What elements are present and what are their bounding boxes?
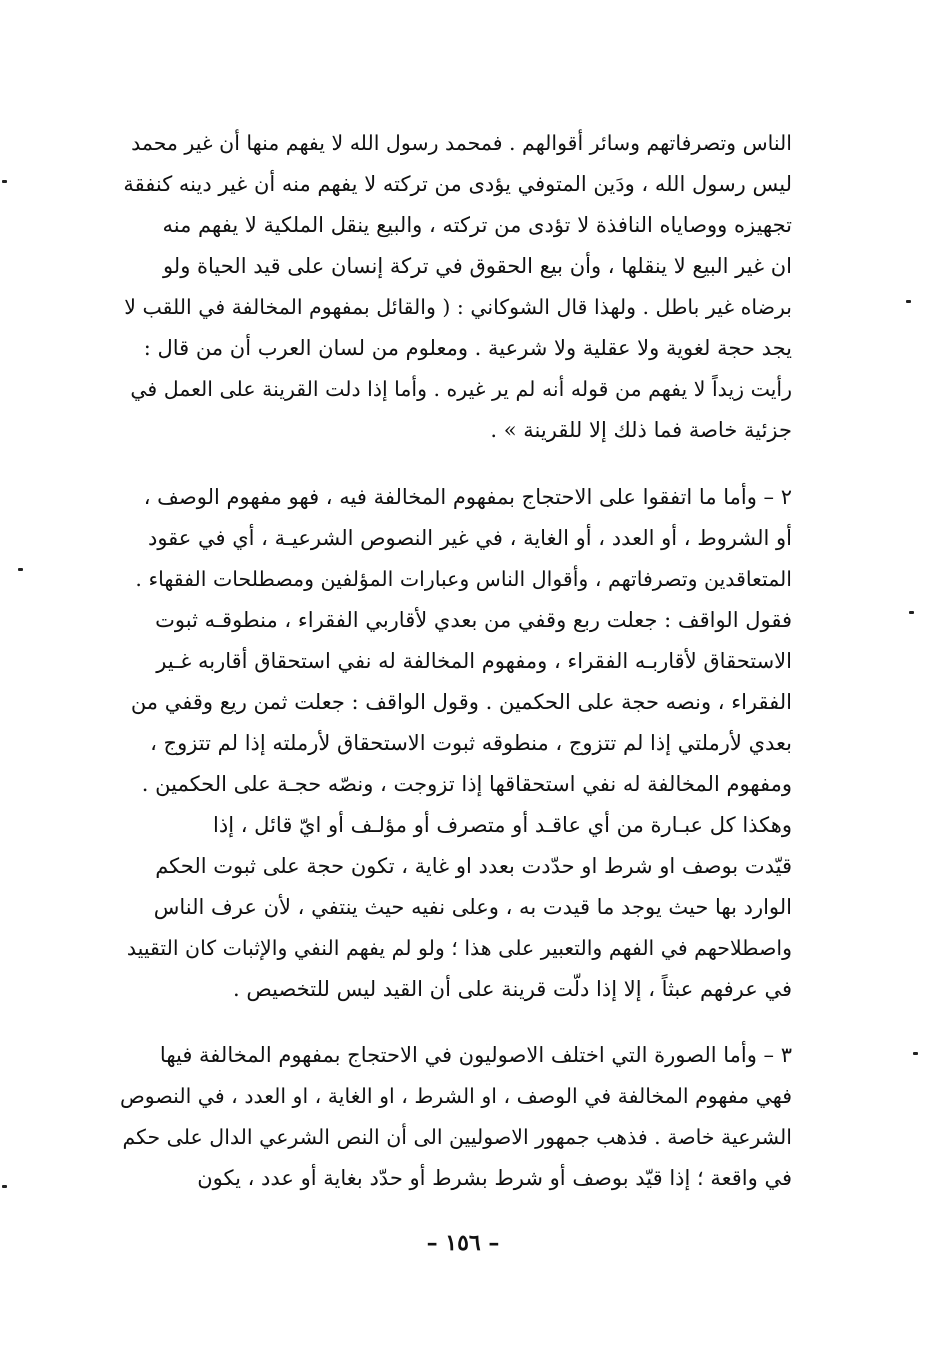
text-line: فهي مفهوم المخالفة في الوصف ، او الشرط ، او الغاية ، او العدد ، في النصوص <box>120 1084 792 1108</box>
paragraph-1 <box>120 123 792 451</box>
text-line: تجهيزه ووصاياه النافذة لا تؤدى من تركته ، والبيع ينقل الملكية لا يفهم منه <box>162 213 792 237</box>
text-line: في واقعة ؛ إذا قيّد بوصف أو شرط بشرط أو حدّد بغاية أو عدد ، يكون <box>197 1166 792 1190</box>
text-line: ومفهوم المخالفة له نفي استحقاقها إذا تزوجت ، ونصّه حجـة على الحكمين . <box>141 772 792 796</box>
scan-speck <box>906 300 911 303</box>
text-line: أو الشروط ، أو العدد ، أو الغاية ، في غير النصوص الشرعيـة ، أي في عقود <box>147 526 792 550</box>
text-line: ان غير البيع لا ينقلها ، وأن بيع الحقوق في تركة إنسان على قيد الحياة ولو <box>162 254 792 278</box>
text-line: الوارد بها حيث يوجد ما قيدت به ، وعلى نفيه حيث ينتفي ، لأن عرف الناس <box>153 895 792 919</box>
paragraph-2 <box>120 477 792 1010</box>
text-line: في عرفهم عبثاً ، إلا إذا دلّت قرينة على أن القيد ليس للتخصيص . <box>233 977 792 1001</box>
text-line: يجد حجة لغوية ولا عقلية ولا شرعية . ومعلوم من لسان العرب أن من قال : <box>143 336 792 360</box>
paragraph-3 <box>120 1035 792 1199</box>
text-line: فقول الواقف : جعلت ربع وقفي من بعدي لأقاربي الفقراء ، منطوقـه ثبوت <box>155 608 792 632</box>
scan-speck <box>913 1052 918 1055</box>
text-line: الاستحقاق لأقاربـه الفقراء ، ومفهوم المخالفة له نفي استحقاق أقاربه غـير <box>156 649 792 673</box>
scan-speck <box>909 611 914 614</box>
text-line: المتعاقدين وتصرفاتهم ، وأقوال الناس وعبارات المؤلفين ومصطلحات الفقهاء . <box>135 567 792 591</box>
text-line: قيّدت بوصف او شرط او حدّدت بعدد او غاية ، تكون حجة على ثبوت الحكم <box>155 854 792 878</box>
text-line: الفقراء ، ونصه حجة على الحكمين . وقول الواقف : جعلت ثمن ريع وقفي من <box>130 690 792 714</box>
text-line: جزئية خاصة فما ذلك إلا للقرينة » . <box>490 418 792 442</box>
text-line: ليس رسول الله ، ودَين المتوفي يؤدى من تركته لا يفهم منه أن غير دينه كنفقة <box>123 172 792 196</box>
scan-speck <box>2 180 7 183</box>
text-line: واصطلاحهم في الفهم والتعبير على هذا ؛ ولو لم يفهم النفي والإثبات كان التقييد <box>126 936 792 960</box>
text-line: ٣ – وأما الصورة التي اختلف الاصوليون في الاحتجاج بمفهوم المخالفة فيها <box>159 1043 792 1067</box>
page-number: – ١٥٦ – <box>426 1230 500 1256</box>
text-line: الناس وتصرفاتهم وسائر أقوالهم . فمحمد رسول الله لا يفهم منها أن غير محمد <box>131 131 792 155</box>
text-line: الشرعية خاصة . فذهب جمهور الاصوليين الى أن النص الشرعي الدال على حكم <box>122 1125 792 1149</box>
text-line: ٢ – وأما ما اتفقوا على الاحتجاج بمفهوم المخالفة فيه ، فهو مفهوم الوصف ، <box>143 485 792 509</box>
text-line: رأيت زيداً لا يفهم من قوله أنه لم ير غيره . وأما إذا دلت القرينة على العمل في <box>130 377 792 401</box>
text-line: وهكذا كل عبـارة من أي عاقـد أو متصرف أو مؤلـف أو ايّ قائل ، إذا <box>213 813 792 837</box>
text-line: بعدي لأرملتي إذا لم تتزوج ، منطوقه ثبوت الاستحقاق لأرملته إذا لم تتزوج ، <box>150 731 792 755</box>
scan-speck <box>18 568 23 571</box>
scan-speck <box>2 1185 7 1188</box>
text-line: برضاه غير باطل . ولهذا قال الشوكاني : ( والقائل بمفهوم المخالفة في اللقب لا <box>124 295 792 319</box>
